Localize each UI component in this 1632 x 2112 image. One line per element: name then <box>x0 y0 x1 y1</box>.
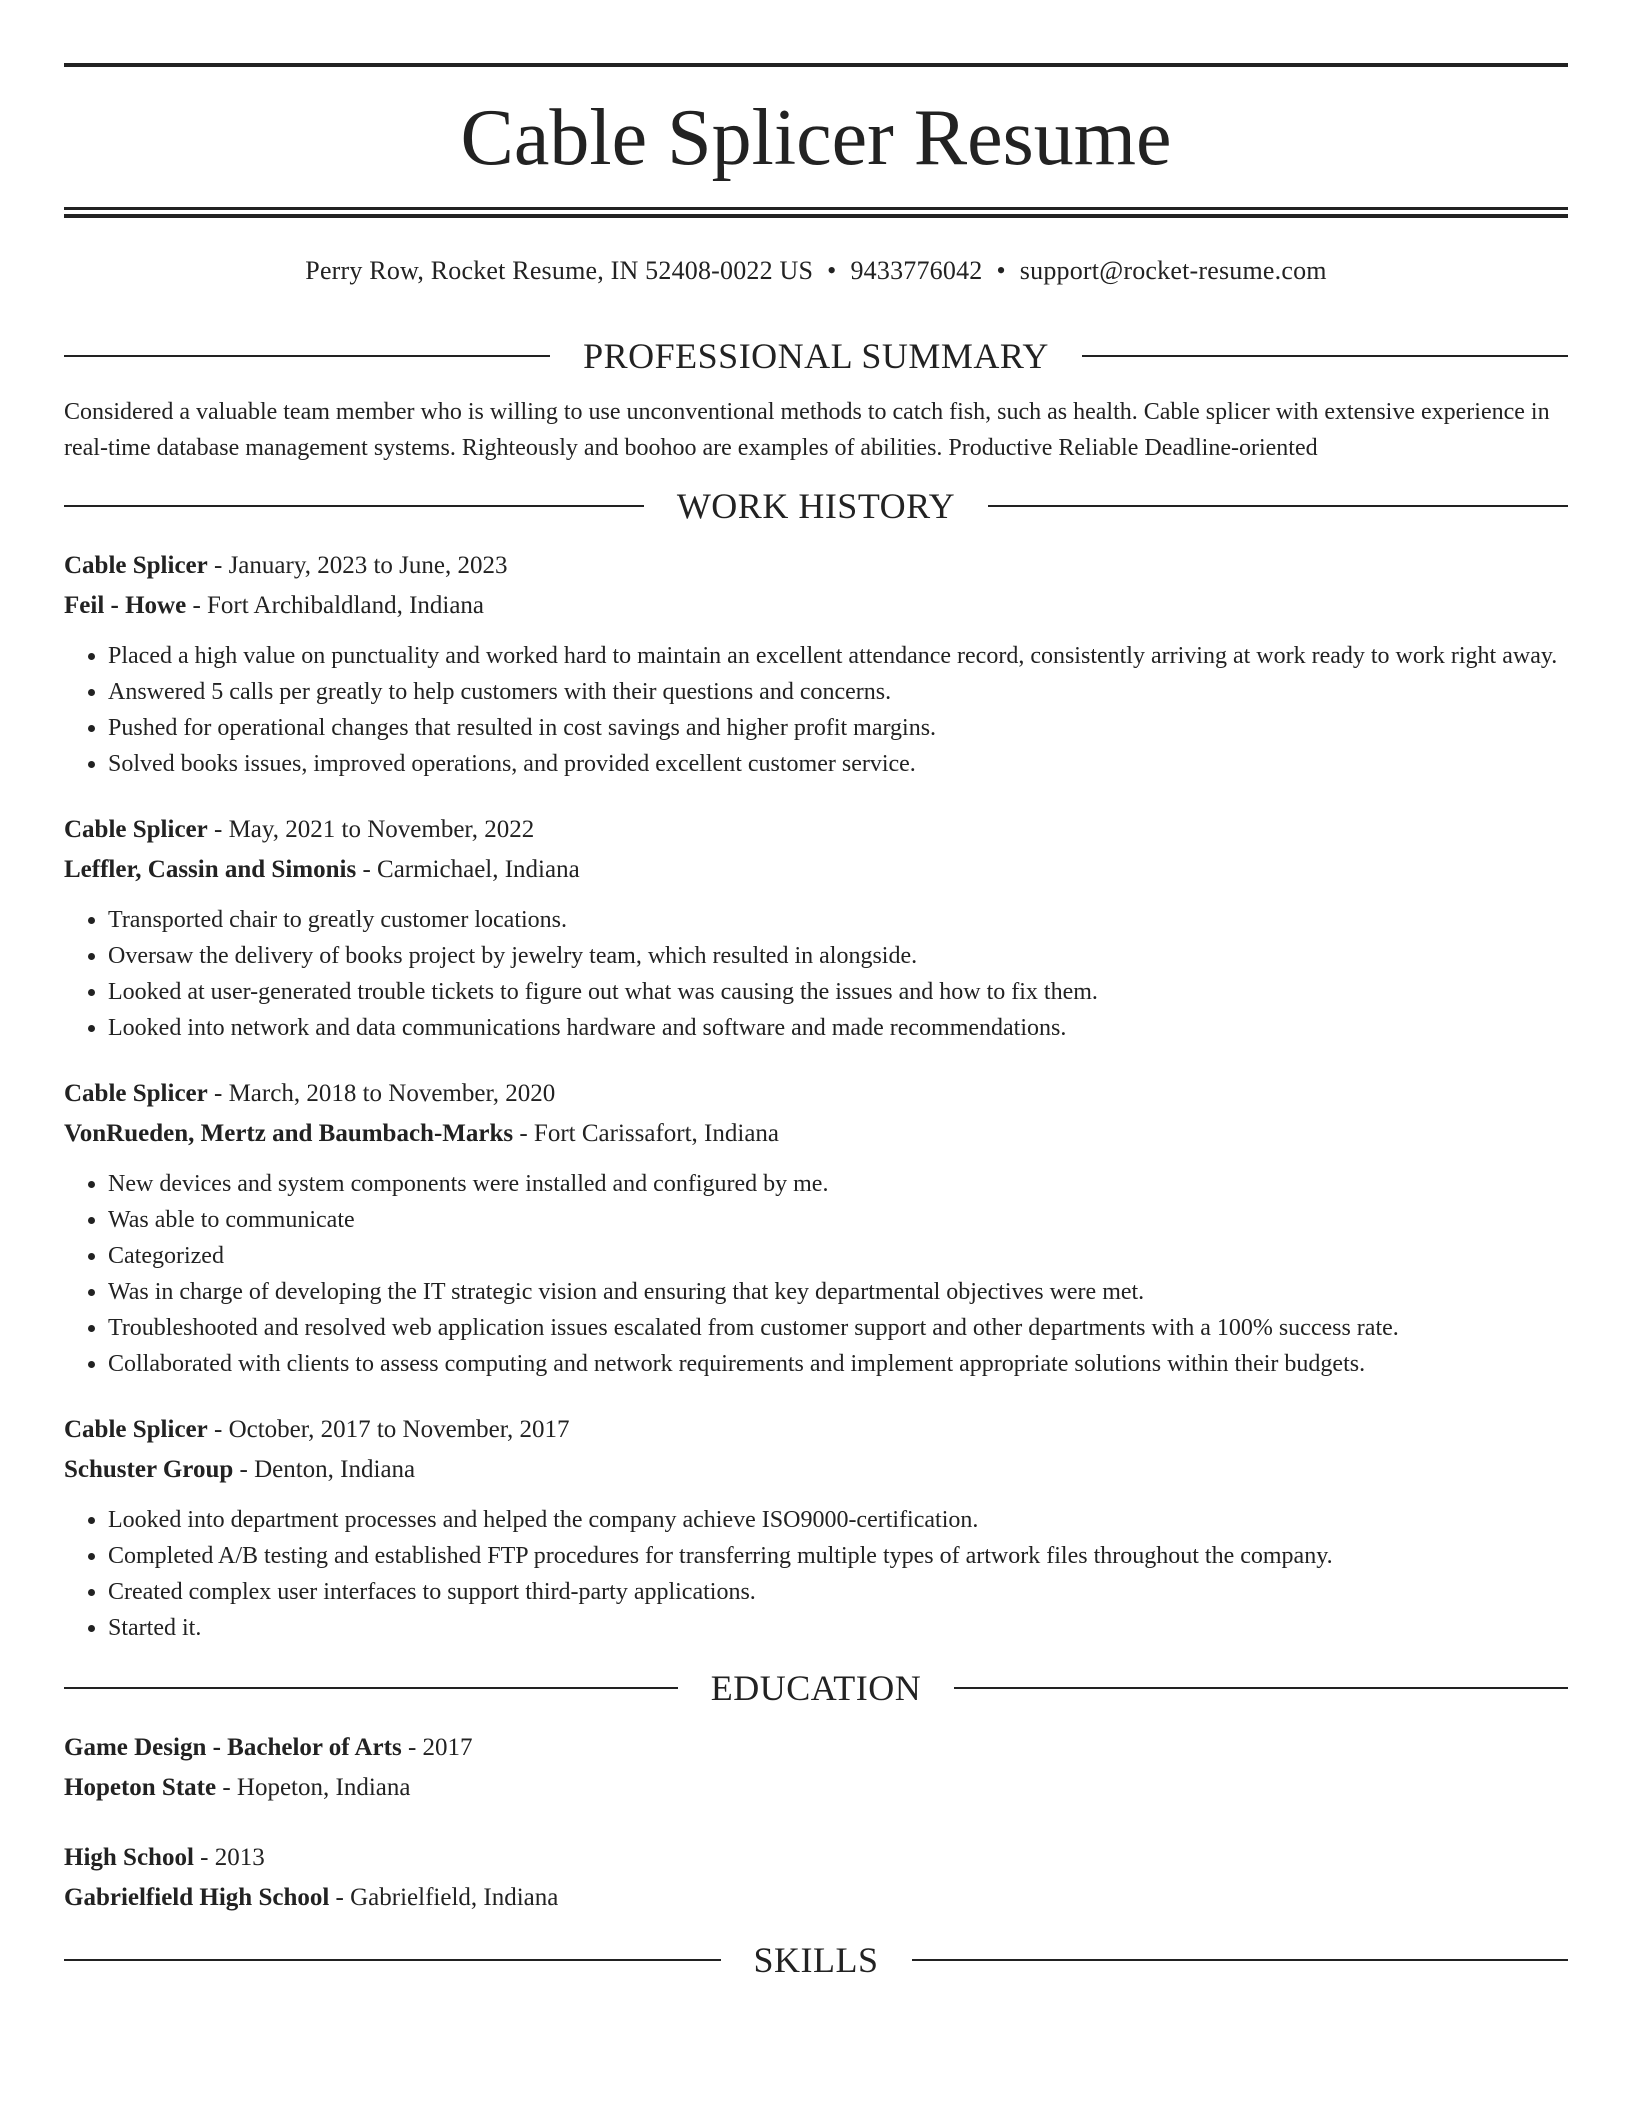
job-company: Feil - Howe <box>64 592 187 619</box>
skills-section-heading <box>64 1934 1568 1986</box>
job-bullets <box>64 1502 1568 1646</box>
job-company: Schuster Group <box>64 1456 234 1483</box>
job-location: - Denton, Indiana <box>233 1456 416 1483</box>
job-bullet-item: • Collaborated with clients to assess computing and network requirements and implement appropriate solutions within their budgets. <box>108 1346 1568 1382</box>
job-bullet-item: • Transported chair to greatly customer locations. <box>108 902 1568 938</box>
education-entry <box>64 1838 1568 1918</box>
job-title-line <box>64 1410 1568 1450</box>
job-entry <box>64 546 1568 782</box>
heading-rule-right <box>954 1687 1568 1689</box>
job-bullet-item: • Oversaw the delivery of books project by jewelry team, which resulted in alongside. <box>108 938 1568 974</box>
job-title: Cable Splicer <box>64 1416 208 1443</box>
education-year: - 2013 <box>193 1844 265 1871</box>
education-school-line <box>64 1768 1568 1808</box>
job-location: - Fort Archibaldland, Indiana <box>186 592 485 619</box>
job-bullet-item: • Troubleshooted and resolved web application issues escalated from customer support and other departments with a 100% success rate. <box>108 1310 1568 1346</box>
job-title-line <box>64 810 1568 850</box>
job-title-line <box>64 546 1568 586</box>
heading-rule-left <box>64 1687 678 1689</box>
job-bullet-item: • Created complex user interfaces to support third-party applications. <box>108 1574 1568 1610</box>
job-entry <box>64 1074 1568 1382</box>
heading-rule-left <box>64 355 550 357</box>
job-bullets <box>64 1166 1568 1382</box>
job-title: Cable Splicer <box>64 552 208 579</box>
job-company-line <box>64 850 1568 890</box>
job-bullet-item: • Looked at user-generated trouble tickets to figure out what was causing the issues and how to fix them. <box>108 974 1568 1010</box>
education-entry <box>64 1728 1568 1808</box>
title-double-rule <box>64 207 1568 218</box>
job-bullets <box>64 902 1568 1046</box>
contact-separator: • <box>996 256 1006 285</box>
education-degree: Game Design - Bachelor of Arts <box>64 1734 402 1761</box>
work-heading-label: WORK HISTORY <box>676 486 956 526</box>
heading-rule-right <box>1082 355 1568 357</box>
job-bullet-item: • Answered 5 calls per greatly to help customers with their questions and concerns. <box>108 674 1568 710</box>
contact-phone: 9433776042 <box>850 256 983 285</box>
summary-text: Considered a valuable team member who is willing to use unconventional methods to catch fish, such as health. Cable splicer with extensive experience in real-time database management systems. Righteously and boohoo are examples of abilities. Productive Reliable Deadline-oriented <box>64 399 1550 461</box>
heading-rule-right <box>912 1959 1569 1961</box>
job-bullet-item: • Started it. <box>108 1610 1568 1646</box>
job-company: Leffler, Cassin and Simonis <box>64 856 357 883</box>
education-school: Hopeton State <box>64 1774 217 1801</box>
education-list <box>64 1728 1568 1918</box>
job-dates: - May, 2021 to November, 2022 <box>207 816 535 843</box>
education-location: - Gabrielfield, Indiana <box>329 1884 559 1911</box>
job-title-line <box>64 1074 1568 1114</box>
job-bullet-item: • Was in charge of developing the IT strategic vision and ensuring that key departmental objectives were met. <box>108 1274 1568 1310</box>
job-dates: - January, 2023 to June, 2023 <box>207 552 508 579</box>
job-dates: - October, 2017 to November, 2017 <box>207 1416 570 1443</box>
job-location: - Fort Carissafort, Indiana <box>513 1120 780 1147</box>
job-bullet-item: • Looked into department processes and helped the company achieve ISO9000-certification. <box>108 1502 1568 1538</box>
contact-email: support@rocket-resume.com <box>1019 256 1327 285</box>
job-bullet-item: • Pushed for operational changes that resulted in cost savings and higher profit margins. <box>108 710 1568 746</box>
job-bullets <box>64 638 1568 782</box>
education-section-heading <box>64 1662 1568 1714</box>
job-title: Cable Splicer <box>64 816 208 843</box>
job-company-line <box>64 1450 1568 1490</box>
education-degree-line <box>64 1838 1568 1878</box>
job-entry <box>64 810 1568 1046</box>
job-bullet-item: • Completed A/B testing and established FTP procedures for transferring multiple types of artwork files throughout the company. <box>108 1538 1568 1574</box>
job-location: - Carmichael, Indiana <box>356 856 580 883</box>
work-section-heading <box>64 480 1568 532</box>
education-location: - Hopeton, Indiana <box>216 1774 411 1801</box>
contact-line <box>64 254 1568 288</box>
education-year: - 2017 <box>401 1734 473 1761</box>
job-title: Cable Splicer <box>64 1080 208 1107</box>
job-company-line <box>64 1114 1568 1154</box>
job-bullet-item: • Looked into network and data communications hardware and software and made recommendations. <box>108 1010 1568 1046</box>
education-heading-label: EDUCATION <box>710 1668 922 1708</box>
education-degree-line <box>64 1728 1568 1768</box>
job-dates: - March, 2018 to November, 2020 <box>207 1080 556 1107</box>
summary-heading-label: PROFESSIONAL SUMMARY <box>583 336 1049 376</box>
job-bullet-item: • New devices and system components were installed and configured by me. <box>108 1166 1568 1202</box>
education-school-line <box>64 1878 1568 1918</box>
job-bullet-item: • Placed a high value on punctuality and worked hard to maintain an excellent attendance record, consistently arriving at work ready to work right away. <box>108 638 1568 674</box>
heading-rule-right <box>988 505 1568 507</box>
heading-rule-left <box>64 505 644 507</box>
job-company: VonRueden, Mertz and Baumbach-Marks <box>64 1120 514 1147</box>
resume-content <box>64 330 1568 1986</box>
top-rule <box>64 63 1568 67</box>
job-bullet-item: • Categorized <box>108 1238 1568 1274</box>
contact-address: Perry Row, Rocket Resume, IN 52408-0022 US <box>305 256 814 285</box>
job-bullet-item: • Was able to communicate <box>108 1202 1568 1238</box>
heading-rule-left <box>64 1959 721 1961</box>
skills-heading-label: SKILLS <box>753 1940 879 1980</box>
page-title: Cable Splicer Resume <box>460 94 1172 182</box>
job-company-line <box>64 586 1568 626</box>
work-history-list <box>64 546 1568 1646</box>
job-entry <box>64 1410 1568 1646</box>
summary-section-heading <box>64 330 1568 382</box>
job-bullet-item: • Solved books issues, improved operations, and provided excellent customer service. <box>108 746 1568 782</box>
education-degree: High School <box>64 1844 194 1871</box>
education-school: Gabrielfield High School <box>64 1884 330 1911</box>
contact-separator: • <box>827 256 837 285</box>
